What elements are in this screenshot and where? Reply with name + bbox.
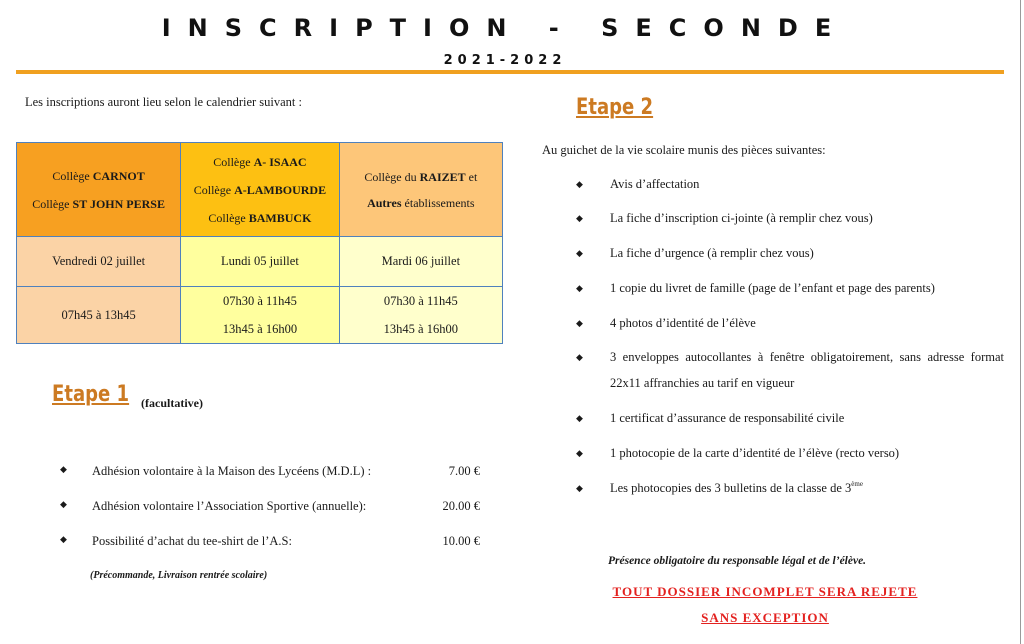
document-item: ◆ La fiche d’urgence (à remplir chez vous) (576, 240, 1004, 266)
schedule-date-col1: Vendredi 02 juillet (17, 237, 181, 287)
schedule-date-row (17, 237, 503, 287)
presence-notice: Présence obligatoire du responsable légal et de l’élève. (608, 555, 867, 567)
title-rule (16, 70, 1004, 74)
schedule-table (16, 142, 503, 344)
fee-amount: 10.00 € (442, 534, 480, 548)
schedule-header-col2: Collège A- ISAAC Collège A-LAMBOURDE Collège BAMBUCK (181, 143, 339, 237)
bullet-icon: ◆ (576, 248, 583, 258)
schedule-header-col3: Collège du RAIZET et Autres établissements (339, 143, 502, 237)
bullet-icon: ◆ (576, 448, 583, 458)
fee-item (60, 499, 480, 519)
school-year: 2021-2022 (443, 53, 567, 68)
document-item: ◆ Les photocopies des 3 bulletins de la classe de 3ème (576, 475, 1004, 501)
page-title: INSCRIPTION - SECONDE (161, 14, 849, 42)
bullet-icon: ◆ (60, 499, 67, 509)
etape1-heading: Etape 1 (52, 382, 130, 407)
schedule-header-row (17, 143, 503, 237)
document-item: ◆ 4 photos d’identité de l’élève (576, 310, 1004, 336)
document-item: ◆ La fiche d’inscription ci-jointe (à remplir chez vous) (576, 205, 1004, 231)
bullet-icon: ◆ (60, 534, 67, 544)
schedule-time-col3: 07h30 à 11h45 13h45 à 16h00 (339, 287, 502, 344)
fee-amount: 20.00 € (442, 499, 480, 513)
etape1-note: (Précommande, Livraison rentrée scolaire) (90, 570, 268, 581)
schedule-date-col3: Mardi 06 juillet (339, 237, 502, 287)
document-item: ◆ 1 copie du livret de famille (page de l’enfant et page des parents) (576, 275, 1004, 301)
document-item: ◆ 1 photocopie de la carte d’identité de l’élève (recto verso) (576, 440, 1004, 466)
bullet-icon: ◆ (576, 483, 583, 493)
bullet-icon: ◆ (576, 352, 583, 362)
fee-item (60, 464, 480, 484)
schedule-time-col1: 07h45 à 13h45 (17, 287, 181, 344)
fee-item (60, 534, 480, 554)
document-item: ◆ Avis d’affectation (576, 171, 1004, 197)
etape1-subtitle: (facultative) (141, 396, 203, 410)
page-border (1020, 0, 1021, 644)
bullet-icon: ◆ (576, 283, 583, 293)
bullet-icon: ◆ (576, 318, 583, 328)
etape2-intro: Au guichet de la vie scolaire munis des pièces suivantes: (542, 143, 826, 157)
reject-warning-line2: SANS EXCEPTION (701, 610, 829, 625)
bullet-icon: ◆ (576, 179, 583, 189)
bullet-icon: ◆ (576, 213, 583, 223)
schedule-header-col1: Collège CARNOT Collège ST JOHN PERSE (17, 143, 181, 237)
schedule-time-col2: 07h30 à 11h45 13h45 à 16h00 (181, 287, 339, 344)
fee-label: Adhésion volontaire l’Association Sportive (annuelle): (92, 499, 367, 513)
schedule-time-row (17, 287, 503, 344)
schedule-intro: Les inscriptions auront lieu selon le calendrier suivant : (25, 95, 303, 109)
fee-label: Possibilité d’achat du tee-shirt de l’A.S: (92, 534, 292, 548)
fee-label: Adhésion volontaire à la Maison des Lycéens (M.D.L) : (92, 464, 372, 478)
schedule-date-col2: Lundi 05 juillet (181, 237, 339, 287)
bullet-icon: ◆ (60, 464, 67, 474)
etape2-heading: Etape 2 (576, 95, 654, 120)
superscript: ème (851, 480, 863, 488)
bullet-icon: ◆ (576, 413, 583, 423)
document-item: ◆ 1 certificat d’assurance de responsabilité civile (576, 405, 1004, 431)
document-item: ◆ 3 enveloppes autocollantes à fenêtre obligatoirement, sans adresse format 22x11 affranchies au tarif en vigueur (576, 344, 1004, 396)
fee-amount: 7.00 € (448, 464, 480, 478)
reject-warning-line1: TOUT DOSSIER INCOMPLET SERA REJETE (612, 584, 918, 599)
